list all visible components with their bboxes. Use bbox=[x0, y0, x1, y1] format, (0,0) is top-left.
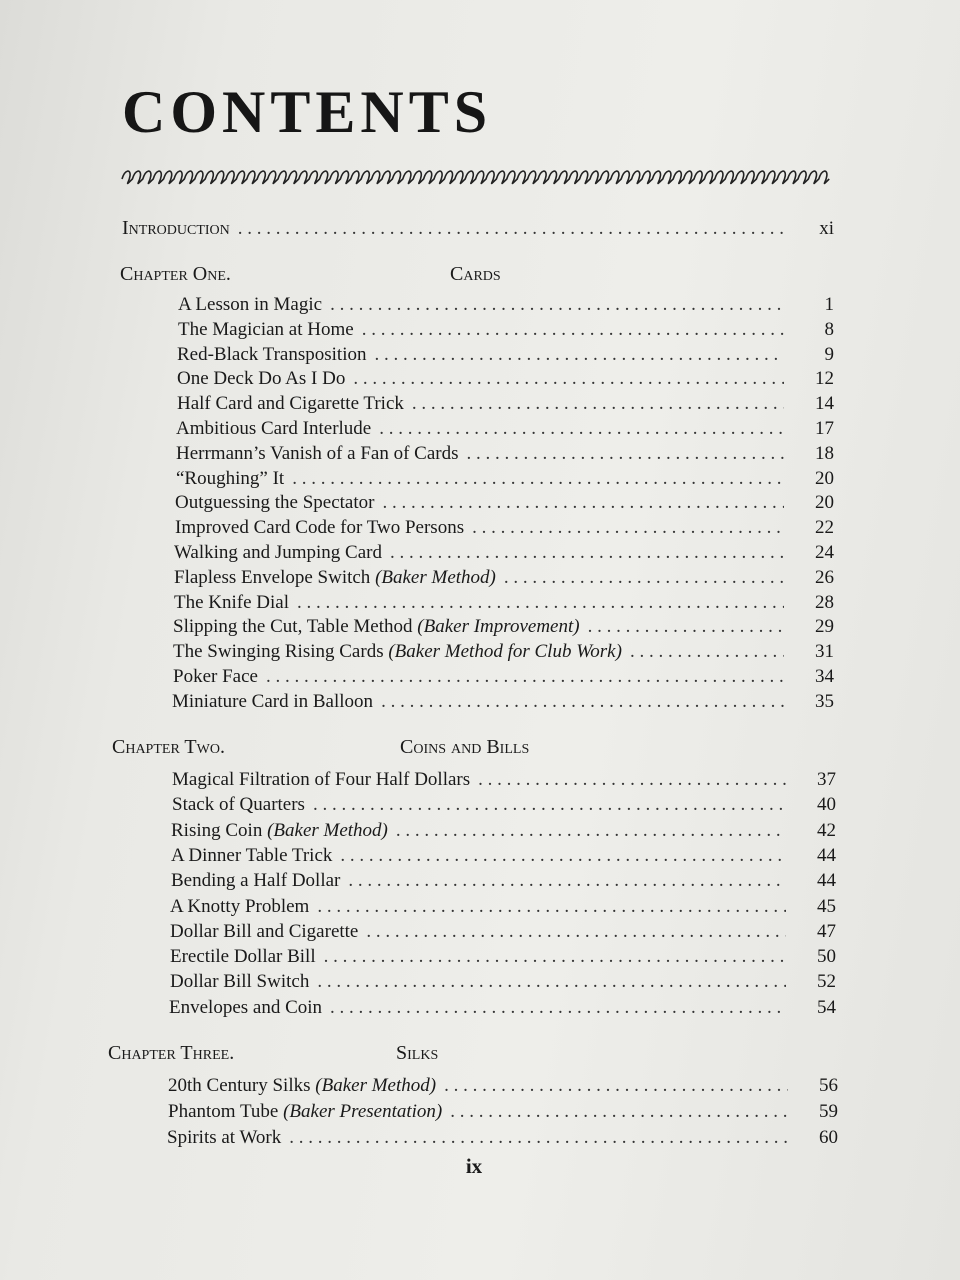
leader-dots bbox=[340, 844, 786, 868]
page-title: CONTENTS bbox=[122, 79, 493, 145]
toc-entry bbox=[177, 367, 834, 391]
page-number: 24 bbox=[815, 542, 834, 563]
page-number: 54 bbox=[817, 996, 836, 1018]
entry-title: 20th Century Silks bbox=[168, 1075, 311, 1096]
leader-dots bbox=[266, 665, 784, 689]
toc-entry bbox=[177, 392, 834, 416]
entry-note: (Baker Method) bbox=[267, 819, 388, 841]
leader-dots bbox=[381, 690, 784, 714]
leader-dots bbox=[330, 996, 786, 1020]
toc-entry bbox=[176, 467, 834, 491]
entry-title: Spirits at Work bbox=[167, 1127, 282, 1148]
page-number: 29 bbox=[815, 616, 834, 638]
page-number: 20 bbox=[815, 467, 834, 489]
entry-title: A Lesson in Magic bbox=[178, 294, 323, 315]
toc-entry bbox=[174, 591, 834, 615]
leader-dots bbox=[366, 920, 786, 944]
page-number: 50 bbox=[817, 946, 836, 968]
page-number: 14 bbox=[815, 393, 834, 415]
entry-title: Slipping the Cut, Table Method bbox=[173, 616, 413, 638]
entry-note: (Baker Method for Club Work) bbox=[388, 641, 622, 663]
leader-dots bbox=[450, 1100, 788, 1124]
page-number: 31 bbox=[815, 641, 834, 663]
introduction-label: Introduction bbox=[122, 217, 230, 239]
page-number: 44 bbox=[817, 870, 836, 892]
leader-dots bbox=[504, 566, 784, 590]
entry-title: The Swinging Rising Cards bbox=[173, 641, 384, 663]
entry-title: Improved Card Code for Two Persons bbox=[175, 517, 465, 539]
toc-entry bbox=[170, 920, 836, 944]
ornament-loops bbox=[122, 171, 829, 183]
toc-entry bbox=[178, 318, 834, 342]
leader-dots bbox=[374, 343, 784, 367]
entry-title: Dollar Bill and Cigarette bbox=[170, 920, 359, 942]
page-number: 47 bbox=[817, 920, 836, 942]
page-number: 28 bbox=[815, 591, 834, 613]
leader-dots bbox=[330, 293, 784, 317]
chapter-label: Chapter Three. bbox=[108, 1042, 235, 1064]
page-number: 22 bbox=[815, 517, 834, 539]
entry-note: (Baker Method) bbox=[375, 566, 496, 588]
toc-entry bbox=[171, 819, 836, 843]
page-number: 18 bbox=[815, 442, 834, 464]
toc-entry bbox=[175, 491, 834, 515]
page-number: 60 bbox=[819, 1127, 838, 1148]
toc-entry bbox=[173, 665, 834, 689]
page-number: 17 bbox=[815, 418, 834, 439]
chapter-label: Chapter Two. bbox=[112, 736, 225, 758]
leader-dots bbox=[472, 516, 784, 540]
toc-entry bbox=[172, 768, 836, 792]
page-number: 44 bbox=[817, 844, 836, 866]
leader-dots bbox=[396, 819, 786, 843]
chapter-label: Chapter One. bbox=[120, 263, 231, 285]
entry-title: Herrmann’s Vanish of a Fan of Cards bbox=[176, 442, 459, 464]
leader-dots bbox=[362, 318, 784, 342]
toc-entry bbox=[168, 1100, 838, 1124]
entry-note: (Baker Presentation) bbox=[283, 1101, 443, 1122]
toc-entry bbox=[169, 996, 836, 1020]
toc-entry bbox=[168, 1074, 838, 1098]
entry-title: Dollar Bill Switch bbox=[170, 971, 310, 993]
toc-entry bbox=[170, 945, 836, 969]
leader-dots bbox=[382, 491, 784, 515]
toc-entry bbox=[175, 516, 834, 540]
entry-title: Red-Black Transposition bbox=[177, 343, 367, 365]
entry-title: Walking and Jumping Card bbox=[174, 542, 382, 563]
toc-entry bbox=[173, 615, 834, 639]
toc-entry bbox=[167, 1126, 838, 1150]
toc-entry bbox=[172, 690, 834, 714]
leader-dots bbox=[313, 793, 786, 817]
entry-title: Miniature Card in Balloon bbox=[172, 690, 374, 712]
chapter-name: Cards bbox=[450, 263, 501, 285]
toc-entry bbox=[178, 293, 834, 317]
entry-title: Flapless Envelope Switch bbox=[174, 566, 371, 588]
toc-entry bbox=[172, 793, 836, 817]
entry-title: Bending a Half Dollar bbox=[171, 870, 341, 892]
leader-dots bbox=[379, 417, 784, 441]
leader-dots bbox=[353, 367, 784, 391]
leader-dots bbox=[478, 768, 786, 792]
leader-dots bbox=[324, 945, 786, 969]
leader-dots bbox=[238, 217, 784, 241]
entry-title: A Knotty Problem bbox=[170, 895, 310, 917]
leader-dots bbox=[317, 895, 786, 919]
entry-title: Rising Coin bbox=[171, 819, 263, 841]
leader-dots bbox=[292, 467, 784, 491]
toc-entry bbox=[174, 541, 834, 565]
page-number: 34 bbox=[815, 666, 834, 687]
page-number: xi bbox=[819, 218, 834, 239]
entry-title: “Roughing” It bbox=[176, 467, 285, 489]
page-number: 26 bbox=[815, 566, 834, 588]
entry-title: Magical Filtration of Four Half Dollars bbox=[172, 769, 471, 790]
page-number: 59 bbox=[819, 1101, 838, 1122]
leader-dots bbox=[297, 591, 784, 615]
leader-dots bbox=[630, 640, 784, 664]
toc-entry bbox=[170, 970, 836, 994]
decorative-rule bbox=[120, 166, 834, 192]
leader-dots bbox=[348, 869, 786, 893]
chapter-heading bbox=[120, 262, 501, 286]
entry-title: Ambitious Card Interlude bbox=[176, 418, 372, 439]
toc-entry bbox=[170, 895, 836, 919]
leader-dots bbox=[390, 541, 784, 565]
page-number: 45 bbox=[817, 895, 836, 917]
chapter-heading bbox=[108, 1041, 438, 1065]
leader-dots bbox=[444, 1074, 788, 1098]
entry-title: A Dinner Table Trick bbox=[171, 844, 333, 866]
entry-title: Envelopes and Coin bbox=[169, 996, 323, 1018]
entry-note: (Baker Improvement) bbox=[417, 616, 580, 638]
toc-entry bbox=[177, 343, 834, 367]
page-folio: ix bbox=[465, 1154, 483, 1178]
toc-entry bbox=[173, 640, 834, 664]
page-number: 8 bbox=[824, 318, 834, 340]
page-number: 42 bbox=[817, 819, 836, 841]
leader-dots bbox=[467, 442, 785, 466]
leader-dots bbox=[588, 615, 784, 639]
toc-entry bbox=[171, 869, 836, 893]
chapter-heading bbox=[112, 735, 529, 759]
chapter-name: Silks bbox=[396, 1042, 439, 1064]
entry-title: The Knife Dial bbox=[174, 591, 290, 613]
entry-title: Erectile Dollar Bill bbox=[170, 946, 316, 968]
entry-title: Stack of Quarters bbox=[172, 794, 305, 816]
entry-title: Phantom Tube bbox=[168, 1101, 279, 1122]
entry-title: The Magician at Home bbox=[178, 318, 354, 340]
leader-dots bbox=[412, 392, 784, 416]
page-number: 56 bbox=[819, 1075, 838, 1096]
page-number: 1 bbox=[824, 294, 834, 315]
leader-dots bbox=[317, 970, 786, 994]
page-number: 20 bbox=[815, 492, 834, 514]
page-number: 40 bbox=[817, 794, 836, 816]
entry-note: (Baker Method) bbox=[315, 1075, 437, 1096]
page-number: 9 bbox=[824, 343, 834, 365]
page-number: 37 bbox=[817, 769, 836, 790]
toc-entry bbox=[176, 442, 834, 466]
toc-entry bbox=[176, 417, 834, 441]
introduction-row bbox=[122, 216, 834, 241]
entry-title: Half Card and Cigarette Trick bbox=[177, 393, 404, 415]
chapter-name: Coins and Bills bbox=[400, 736, 530, 758]
page-number: 35 bbox=[815, 690, 834, 712]
page-number: 12 bbox=[815, 368, 834, 390]
page-number: 52 bbox=[817, 971, 836, 993]
entry-title: Outguessing the Spectator bbox=[175, 492, 375, 514]
toc-entry bbox=[171, 844, 836, 868]
leader-dots bbox=[289, 1126, 788, 1150]
entry-title: One Deck Do As I Do bbox=[177, 368, 346, 390]
toc-entry bbox=[174, 566, 834, 590]
entry-title: Poker Face bbox=[173, 666, 258, 687]
